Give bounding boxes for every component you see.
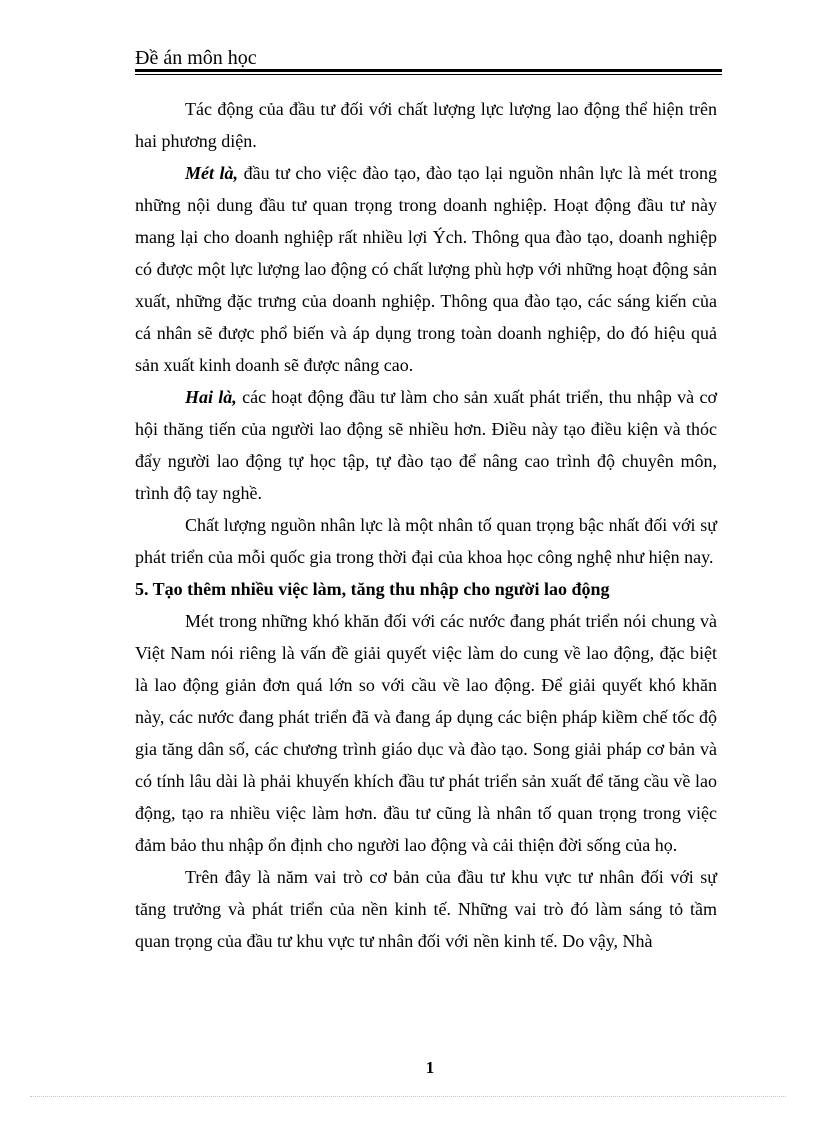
paragraph-intro xyxy=(135,93,717,157)
header-rule-thin xyxy=(135,74,722,75)
paragraph-conclusion xyxy=(135,509,717,573)
section-paragraph: Trên đây là năm vai trò cơ bản của đầu tư khu vực tư nhân đối với sự tăng trưởng và phát triển của nền kinh tế. Những vai trò đó làm sáng tỏ tầm quan trọng của đầu tư khu vực tư nhân đối với nền kinh tế. Do vậy, Nhà xyxy=(135,867,717,951)
paragraph-text: đầu tư cho việc đào tạo, đào tạo lại nguồn nhân lực là mét trong những nội dung đầu tư quan trọng trong doanh nghiệp. Hoạt động đầu tư này mang lại cho doanh nghiệp rất nhiều lợi Ých. Thông qua đào tạo, doanh nghiệp có được một lực lượng lao động có chất lượng phù hợp với những hoạt động sản xuất, những đặc trưng của doanh nghiệp. Thông qua đào tạo, các sáng kiến của cá nhân sẽ được phổ biến và áp dụng trong toàn doanh nghiệp, do đó hiệu quả sản xuất kinh doanh sẽ được nâng cao. xyxy=(135,163,717,375)
paragraph-lead: Mét là, xyxy=(185,163,239,183)
paragraph-text: Chất lượng nguồn nhân lực là một nhân tố quan trọng bậc nhất đối với sự phát triển của mỗi quốc gia trong thời đại của khoa học công nghệ như hiện nay. xyxy=(135,515,717,567)
paragraph-first-aspect xyxy=(135,157,717,381)
page-bottom-divider xyxy=(30,1096,786,1097)
page-header xyxy=(135,46,722,72)
paragraph-second-aspect xyxy=(135,381,717,509)
section-heading: 5. Tạo thêm nhiều việc làm, tăng thu nhập cho người lao động xyxy=(135,579,610,599)
document-body xyxy=(135,93,717,957)
page-number: 1 xyxy=(425,1058,435,1077)
header-rule-thick xyxy=(135,69,722,72)
header-title: Đề án môn học xyxy=(135,47,257,69)
paragraph-lead: Hai là, xyxy=(185,387,237,407)
section-paragraph: Mét trong những khó khăn đối với các nước đang phát triển nói chung và Việt Nam nói riêng là vấn đề giải quyết việc làm do cung về lao động, đặc biệt là lao động giản đơn quá lớn so với cầu về lao động. Để giải quyết khó khăn này, các nước đang phát triển đã và đang áp dụng các biện pháp kiềm chế tốc độ gia tăng dân số, các chương trình giáo dục và đào tạo. Song giải pháp cơ bản và có tính lâu dài là phải khuyến khích đầu tư phát triển sản xuất để tăng cầu về lao động, tạo ra nhiều việc làm hơn. đầu tư cũng là nhân tố quan trọng trong việc đảm bảo thu nhập ổn định cho người lao động và cải thiện đời sống của họ. xyxy=(135,611,717,855)
paragraph-text: Tác động của đầu tư đối với chất lượng lực lượng lao động thể hiện trên hai phương diện. xyxy=(135,99,717,151)
paragraph-text: các hoạt động đầu tư làm cho sản xuất phát triển, thu nhập và cơ hội thăng tiến của người lao động sẽ nhiều hơn. Điều này tạo điều kiện và thóc đẩy người lao động tự học tập, tự đào tạo để nâng cao trình độ chuyên môn, trình độ tay nghề. xyxy=(135,387,717,503)
